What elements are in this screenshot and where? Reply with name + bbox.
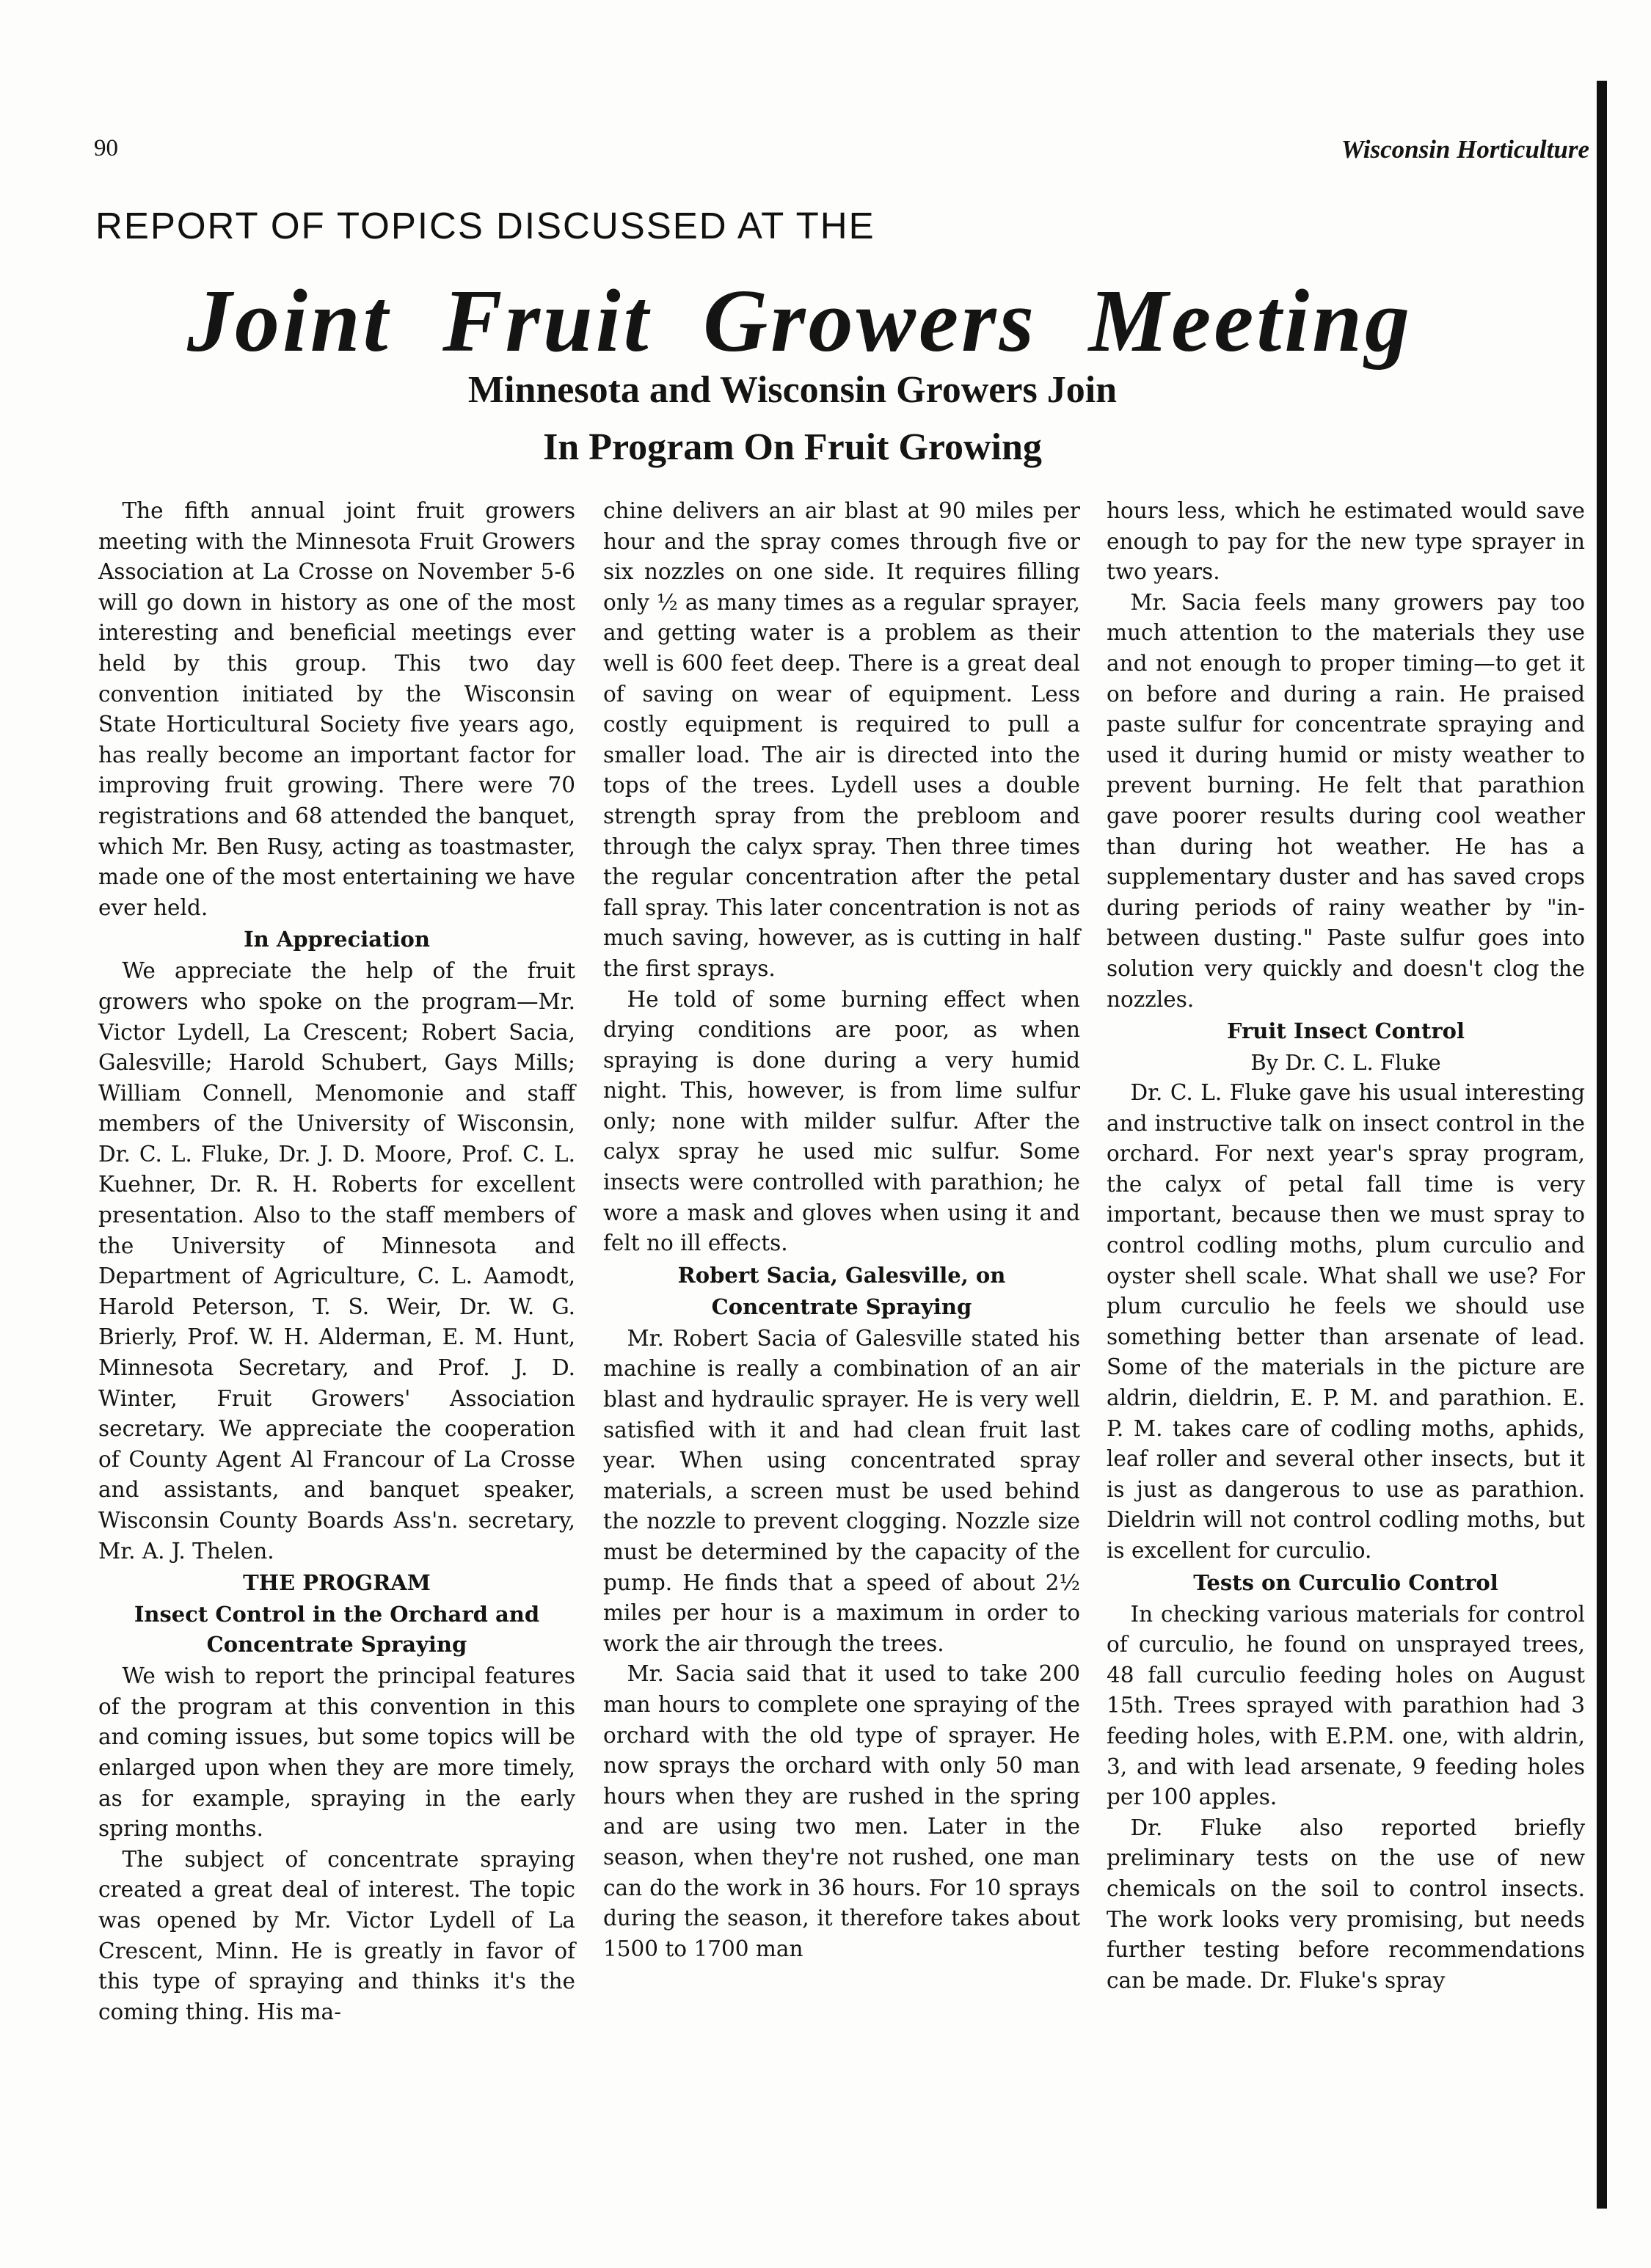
article-kicker: REPORT OF TOPICS DISCUSSED AT THE — [95, 205, 875, 247]
column-1 — [98, 496, 575, 2027]
paragraph: chine delivers an air blast at 90 miles per hour and the spray comes through five or six nozzles on one side. It requires filling only ½ as many times as a regular sprayer, and getting water is a problem as their well is 600 feet deep. There is a great deal of saving on wear of equipment. Less costly equipment is required to pull a smaller load. The air is directed into the tops of the trees. Lydell uses a double strength spray from the prebloom and through the calyx spray. Then three times the regular concentration after the petal fall spray. This later concentration is not as much saving, however, as is cutting in half the first sprays. — [603, 498, 1080, 981]
paragraph: Dr. C. L. Fluke gave his usual interesting and instructive talk on insect control in the orchard. For next year's spray program, the calyx of petal fall time is very important, because then we must spray to control codling moths, plum curculio and oyster shell scale. What shall we use? For plum curculio he feels we should use something better than arsenate of lead. Some of the materials in the picture are aldrin, dieldrin, E. P. M. and parathion. E. P. M. takes care of codling moths, aphids, leaf roller and several other insects, but it is just as dangerous to use as parathion. Dieldrin will not control codling moths, but is excellent for curculio. — [1107, 1080, 1585, 1563]
paragraph: He told of some burning effect when drying conditions are poor, as when spraying is done during a very humid night. This, however, is from lime sulfur only; none with milder sulfur. After the calyx spray he used mic sulfur. Some insects were controlled with parathion; he wore a mask and gloves when using it and felt no ill effects. — [603, 986, 1080, 1256]
paragraph: We wish to report the principal features of the program at this convention in this and coming issues, but some topics will be enlarged upon when they are more timely, as for example, spraying in the early spring months. — [98, 1663, 575, 1842]
paragraph: hours less, which he estimated would save enough to pay for the new type sprayer in two years. — [1107, 498, 1585, 585]
paragraph: The subject of concentrate spraying created a great deal of interest. The topic was opened by Mr. Victor Lydell of La Crescent, Minn. He is greatly in favor of this type of spraying and thinks it's the coming thing. His ma- — [98, 1846, 575, 2024]
section-heading: In Appreciation — [244, 927, 430, 952]
paragraph: In checking various materials for control of curculio, he found on unsprayed trees, 48 fall curculio feeding holes on August 15th. Trees sprayed with parathion had 3 feeding holes, with E.P.M. one, with aldrin, 3, and with lead arsenate, 9 feeding holes per 100 apples. — [1107, 1601, 1585, 1810]
paragraph: Dr. Fluke also reported briefly preliminary tests on the use of new chemicals on the soil to control insects. The work looks very promising, but needs further testing before recommendations can be made. Dr. Fluke's spray — [1107, 1815, 1585, 1993]
paragraph: We appreciate the help of the fruit growers who spoke on the program—Mr. Victor Lydell, La Crescent; Robert Sacia, Galesville; Harold Schubert, Gays Mills; William Connell, Menomonie and staff members of the University of Wisconsin, Dr. C. L. Fluke, Dr. J. D. Moore, Prof. C. L. Kuehner, Dr. R. H. Roberts for excellent presentation. Also to the staff members of the University of Minnesota and Department of Agriculture, C. L. Aamodt, Harold Peterson, T. S. Weir, Dr. W. G. Brierly, Prof. W. H. Alderman, E. M. Hunt, Minnesota Secretary, and Prof. J. D. Winter, Fruit Growers' Association secretary. We appreciate the cooperation of County Agent Al Francour of La Crosse and assistants, and banquet speaker, Wisconsin County Boards Ass'n. secretary, Mr. A. J. Thelen. — [98, 958, 575, 1564]
paragraph: Mr. Robert Sacia of Galesville stated his machine is really a combination of an air blast and hydraulic sprayer. He is very well satisfied with it and had clean fruit last year. When using concentrated spray materials, a screen must be used behind the nozzle to prevent clogging. Nozzle size must be determined by the capacity of the pump. He finds that a speed of about 2½ miles per hour is a maximum in order to work the air through the trees. — [603, 1325, 1080, 1656]
section-heading: Tests on Curculio Control — [1193, 1569, 1498, 1595]
section-subheading: Concentrate Spraying — [711, 1294, 972, 1319]
section-heading: THE PROGRAM — [243, 1570, 431, 1596]
article-title: Joint Fruit Growers Meeting — [186, 271, 1413, 371]
page-edge-rule — [1597, 81, 1607, 2209]
page-number: 90 — [94, 135, 118, 161]
publication-running-head: Wisconsin Horticulture — [1341, 135, 1589, 164]
paragraph: The fifth annual joint fruit growers meeting with the Minnesota Fruit Growers Association at La Crosse on November 5-6 will go down in history as one of the most interesting and beneficial meetings ever held by this group. This two day convention initiated by the Wisconsin State Horticultural Society five years ago, has really become an important factor for improving fruit growing. There were 70 registrations and 68 attended the banquet, which Mr. Ben Rusy, acting as toastmaster, made one of the most entertaining we have ever held. — [98, 498, 575, 920]
section-heading: Robert Sacia, Galesville, on — [677, 1262, 1006, 1288]
paragraph: Mr. Sacia feels many growers pay too much attention to the materials they use and not enough to proper timing—to get it on before and during a rain. He praised paste sulfur for concentrate spraying and used it during humid or misty weather to prevent burning. He felt that parathion gave poorer results during cool weather than during hot weather. He has a supplementary duster and has saved crops during periods of rainy weather by "in-between dusting." Paste sulfur goes into solution very quickly and doesn't clog the nozzles. — [1107, 589, 1585, 1012]
article-subtitle-2: In Program On Fruit Growing — [543, 426, 1042, 468]
column-2 — [603, 496, 1080, 1964]
section-byline: By Dr. C. L. Fluke — [1250, 1050, 1441, 1076]
article-subtitle-1: Minnesota and Wisconsin Growers Join — [467, 369, 1118, 411]
section-subheading: Insect Control in the Orchard and Concentrate Spraying — [134, 1602, 540, 1658]
section-heading: Fruit Insect Control — [1226, 1018, 1465, 1044]
paragraph: Mr. Sacia said that it used to take 200 man hours to complete one spraying of the orchard with the old type of sprayer. He now sprays the orchard with only 50 man hours when they are rushed in the spring and are using two men. Later in the season, when they're not rushed, one man can do the work in 36 hours. For 10 sprays during the season, it therefore takes about 1500 to 1700 man — [603, 1661, 1080, 1961]
column-3 — [1107, 496, 1585, 1996]
